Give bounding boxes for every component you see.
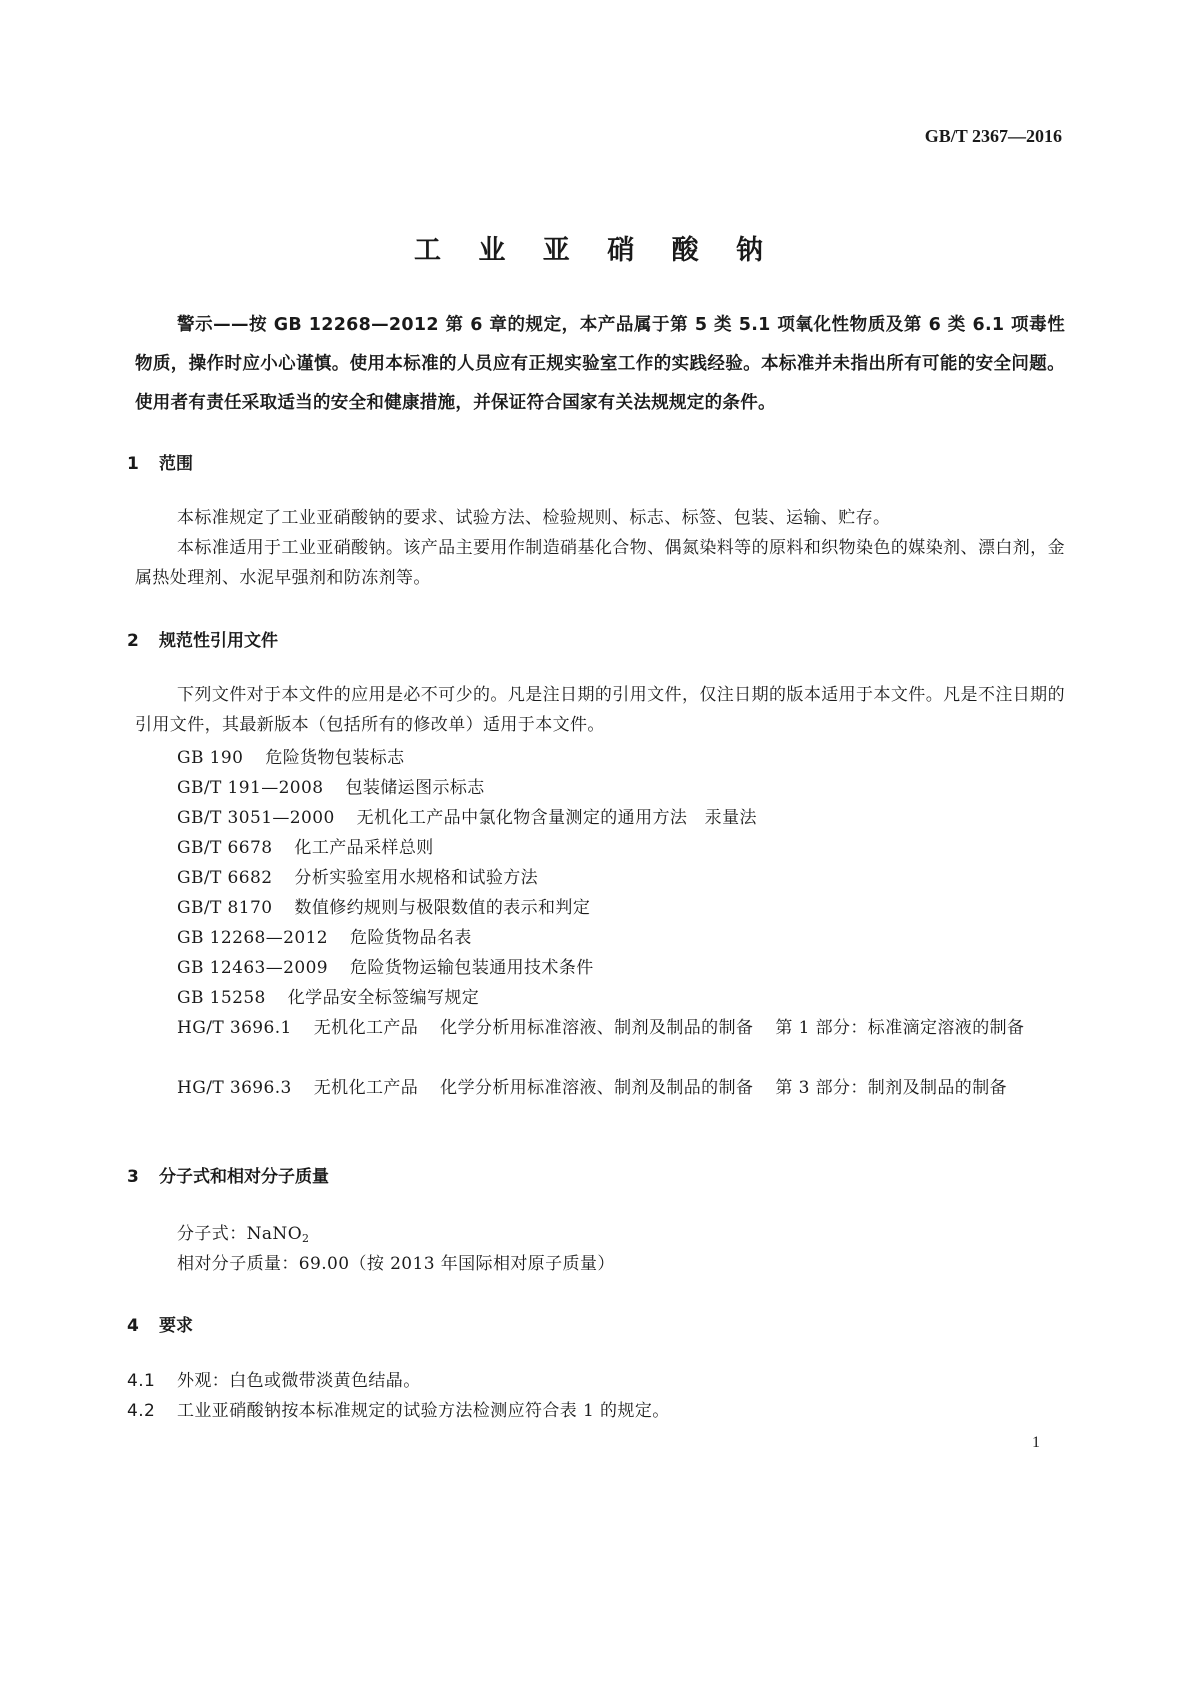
- formula-main: NaNO: [246, 1224, 303, 1244]
- section-1-heading: [127, 449, 193, 474]
- requirement-item: [127, 1366, 421, 1391]
- reference-title: 危险货物品名表: [350, 928, 472, 948]
- reference-title: 化工产品采样总则: [294, 838, 434, 858]
- page-number: 1: [1032, 1434, 1040, 1451]
- reference-title: 化学品安全标签编写规定: [287, 988, 480, 1008]
- reference-title: 化学分析用标准溶液、制剂及制品的制备: [440, 1018, 754, 1038]
- formula-subscript: 2: [302, 1232, 310, 1245]
- section-title: 要求: [159, 1316, 193, 1336]
- reference-code: GB 12463—2009: [177, 958, 329, 978]
- molecular-formula: [177, 1219, 309, 1245]
- reference-item: [177, 983, 479, 1008]
- reference-item: [177, 863, 538, 888]
- section-title: 规范性引用文件: [159, 631, 278, 651]
- section-number: 1: [127, 454, 139, 474]
- reference-code: GB 15258: [177, 988, 266, 1008]
- reference-item: [177, 803, 757, 828]
- reference-title: 危险货物包装标志: [265, 748, 405, 768]
- reference-group: 无机化工产品: [313, 1078, 419, 1098]
- section-number: 2: [127, 631, 139, 651]
- reference-item: [177, 893, 590, 918]
- reference-group: 无机化工产品: [313, 1018, 419, 1038]
- reference-code: HG/T 3696.1: [177, 1018, 292, 1038]
- reference-title: 数值修约规则与极限数值的表示和判定: [294, 898, 591, 918]
- section-2-heading: [127, 626, 278, 651]
- reference-item: [135, 1073, 1065, 1103]
- reference-part: 第 1 部分：标准滴定溶液的制备: [775, 1018, 1025, 1038]
- section-1-paragraph-1: 本标准规定了工业亚硝酸钠的要求、试验方法、检验规则、标志、标签、包装、运输、贮存。: [177, 508, 891, 528]
- section-1-paragraph-2: 本标准适用于工业亚硝酸钠。该产品主要用作制造硝基化合物、偶氮染料等的原料和织物染色的媒染剂、漂白剂，金属热处理剂、水泥早强剂和防冻剂等。: [135, 538, 1065, 588]
- reference-code: GB/T 6682: [177, 868, 273, 888]
- reference-code: HG/T 3696.3: [177, 1078, 292, 1098]
- section-number: 3: [127, 1167, 139, 1187]
- requirement-text: 工业亚硝酸钠按本标准规定的试验方法检测应符合表 1 的规定。: [177, 1401, 670, 1421]
- requirement-text: 外观：白色或微带淡黄色结晶。: [177, 1371, 421, 1391]
- section-3-heading: [127, 1162, 329, 1187]
- reference-title: 包装储运图示标志: [345, 778, 485, 798]
- molecular-mass: 相对分子质量：69.00（按 2013 年国际相对原子质量）: [177, 1254, 615, 1274]
- section-title: 分子式和相对分子质量: [159, 1167, 329, 1187]
- formula-label: 分子式：: [177, 1224, 247, 1244]
- reference-title: 化学分析用标准溶液、制剂及制品的制备: [440, 1078, 754, 1098]
- reference-code: GB/T 6678: [177, 838, 273, 858]
- reference-title: 无机化工产品中氯化物含量测定的通用方法 汞量法: [356, 808, 757, 828]
- requirement-item: [127, 1396, 670, 1421]
- reference-part: 第 3 部分：制剂及制品的制备: [775, 1078, 1007, 1098]
- reference-item: [177, 743, 405, 768]
- reference-item: [177, 953, 594, 978]
- reference-code: GB 190: [177, 748, 244, 768]
- reference-title: 危险货物运输包装通用技术条件: [350, 958, 594, 978]
- section-4-heading: [127, 1311, 193, 1336]
- section-2-intro: 下列文件对于本文件的应用是必不可少的。凡是注日期的引用文件，仅注日期的版本适用于本文件。凡是不注日期的引用文件，其最新版本（包括所有的修改单）适用于本文件。: [135, 685, 1065, 735]
- reference-item: [177, 833, 434, 858]
- safety-warning: 警示——按 GB 12268—2012 第 6 章的规定，本产品属于第 5 类 5.1 项氧化性物质及第 6 类 6.1 项毒性物质，操作时应小心谨慎。使用本标准的人员应有正规实验室工作的实践经验。本标准并未指出所有可能的安全问题。使用者有责任采取适当的安全和健康措施，并保证符合国家有关法规规定的条件。: [135, 315, 1065, 413]
- requirement-number: 4.1: [127, 1371, 156, 1391]
- reference-item: [177, 923, 472, 948]
- reference-code: GB/T 191—2008: [177, 778, 324, 798]
- requirement-number: 4.2: [127, 1401, 156, 1421]
- section-number: 4: [127, 1316, 139, 1336]
- section-title: 范围: [159, 454, 193, 474]
- standard-code: GB/T 2367—2016: [924, 126, 1062, 146]
- reference-code: GB/T 8170: [177, 898, 273, 918]
- reference-title: 分析实验室用水规格和试验方法: [294, 868, 539, 888]
- reference-item: [177, 773, 485, 798]
- reference-item: [135, 1013, 1065, 1043]
- reference-code: GB 12268—2012: [177, 928, 329, 948]
- reference-code: GB/T 3051—2000: [177, 808, 335, 828]
- document-title: 工 业 亚 硝 酸 钠: [414, 235, 777, 266]
